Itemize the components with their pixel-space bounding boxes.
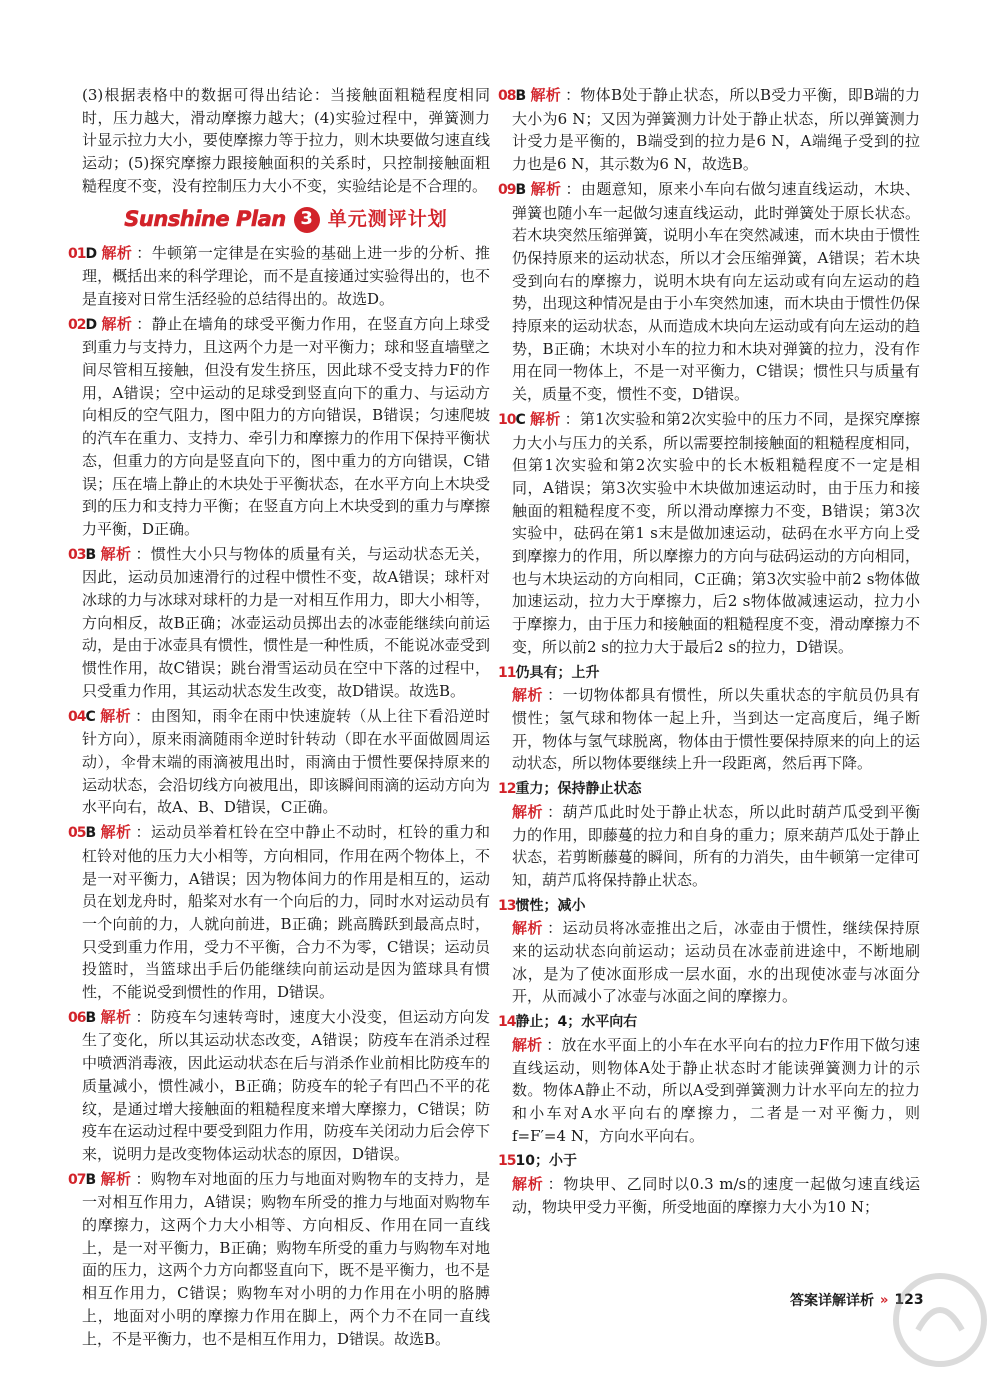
item-number: 15 <box>498 1153 516 1170</box>
answer-item <box>498 178 920 406</box>
item-number: 05 <box>68 825 86 842</box>
item-label: 解析 <box>512 802 544 821</box>
item-number: 13 <box>498 897 516 914</box>
item-number: 06 <box>68 1009 86 1026</box>
item-text: ：静止在墙角的球受平衡力作用，在竖直方向上球受到重力与支持力，且这两个力是一对平衡力；球和竖直墙壁之间尽管相互接触，但没有发生挤压，因此球不受支持力F的作用，A错误；空中运动的足球受到竖直向下的重力、与运动方向相反的空气阻力，图中阻力的方向错误，B错误；匀速爬坡的汽车在重力、支持力、牵引力和摩擦力的作用下保持平衡状态，但重力的方向是竖直向下的，图中重力的方向错误，C错误；压在墙上静止的木块处于平衡状态，在水平方向上木块受到的压力和支持力平衡；在竖直方向上木块受到的重力与摩擦力平衡，D正确。 <box>82 314 490 538</box>
item-number: 09 <box>498 181 516 198</box>
item-number: 04 <box>68 708 86 725</box>
item-number: 03 <box>68 546 86 563</box>
answer-item <box>68 1168 490 1351</box>
banner-plan: Sunshine Plan <box>124 207 286 232</box>
item-answer: 静止；4；水平向右 <box>515 1014 638 1031</box>
item-number: 14 <box>498 1014 516 1031</box>
answer-item <box>498 84 920 176</box>
item-label: 解析 <box>512 919 544 938</box>
item-text: ：防疫车匀速转弯时，速度大小没变，但运动方向发生了变化，所以其运动状态改变，A错误；防疫车在消杀过程中喷洒消毒液，因此运动状态在后与消杀作业前相比防疫车的质量减小，惯性减小，B正确；防疫车的轮子有凹凸不平的花纹，是通过增大接触面的粗糙程度来增大摩擦力，C错误；防疫车在运动过程中要受到阻力作用，防疫车关闭动力后会停下来，说明力是改变物体运动状态的原因，D错误。 <box>82 1007 490 1163</box>
answer-item <box>68 821 490 1004</box>
item-text: ：购物车对地面的压力与地面对购物车的支持力，是一对相互作用力，A错误；购物车所受的推力与地面对购物车的摩擦力，这两个力大小相等、方向相反、作用在同一直线上，是一对平衡力，B正确；购物车所受的重力与购物车对地面的压力，这两个力方向都竖直向下，既不是平衡力，也不是相互作用力，C错误；购物车对小明的力作用在小明的胳膊上，地面对小明的摩擦力作用在脚上，两个力不在同一直线上，不是平衡力，也不是相互作用力，D错误。故选B。 <box>82 1169 490 1348</box>
left-column <box>68 84 490 1352</box>
item-text: ：运动员将冰壶推出之后，冰壶由于惯性，继续保持原来的运动状态向前运动；运动员在冰壶前进途中，不断地刷冰，是为了使冰面形成一层水面，水的出现使冰壶与冰面分开，从而减小了冰壶与冰面之间的摩擦力。 <box>512 919 920 1006</box>
answer-item <box>498 777 920 892</box>
item-text: ：葫芦瓜此时处于静止状态，所以此时葫芦瓜受到平衡力的作用，即藤蔓的拉力和自身的重力；原来葫芦瓜处于静止状态，若剪断藤蔓的瞬间，所有的力消失，由牛顿第一定律可知，葫芦瓜将保持静止状态。 <box>512 802 920 889</box>
item-text: ：由图知，雨伞在雨中快速旋转（从上往下看沿逆时针方向），原来雨滴随雨伞逆时针转动（即在水平面做圆周运动），伞骨末端的雨滴被甩出时，雨滴由于惯性要保持原来的运动状态，会沿切线方向被甩出，即该瞬间雨滴的运动方向为水平向右，故A、B、D错误，C正确。 <box>82 706 490 817</box>
item-text: ：物体B处于静止状态，所以B受力平衡，即B端的力大小为6 N；又因为弹簧测力计处于静止状态，所以弹簧测力计受力是平衡的，B端受到的拉力是6 N，A端绳子受到的拉力也是6 N，其示数为6 N，故选B。 <box>512 86 920 174</box>
item-label: 解析 <box>100 823 132 842</box>
banner-number: 3 <box>294 207 320 233</box>
item-answer: B <box>85 825 97 842</box>
item-answer: B <box>85 1171 97 1188</box>
item-text: ：物块甲、乙同时以0.3 m/s的速度一起做匀速直线运动，物块甲受力平衡，所受地面的摩擦力大小为10 N； <box>512 1175 920 1216</box>
answer-item <box>68 1006 490 1166</box>
item-text: ：惯性大小只与物体的质量有关，与运动状态无关，因此，运动员加速滑行的过程中惯性不变，故A错误；球杆对冰球的力与冰球对球杆的力是一对相互作用力，即大小相等，方向相反，故B正确；冰壶运动员掷出去的冰壶能继续向前运动，是由于冰壶具有惯性，惯性是一种性质，不能说冰壶受到惯性作用，故C错误；跳台滑雪运动员在空中下落的过程中，只受重力作用，其运动状态发生改变，故D错误。故选B。 <box>82 544 490 700</box>
item-number: 08 <box>498 88 516 104</box>
item-label: 解析 <box>100 1169 132 1188</box>
item-answer: B <box>515 181 527 198</box>
item-answer: 惯性；减小 <box>515 897 586 914</box>
unit-banner <box>82 204 490 236</box>
item-number: 02 <box>68 316 86 333</box>
item-text: ：第1次实验和第2次实验中的压力不同，是探究摩擦力大小与压力的关系，所以需要控制接触面的粗糙程度相同，但第1次实验和第2次实验中的长木板粗糙程度不一定是相同，A错误；第3次实验中木块做加速运动时，由于压力和接触面的粗糙程度不变，所以滑动摩擦力不变，B错误；第3次实验中，砝码在第1 s末是做加速运动，砝码在水平方向上受到摩擦力的作用，所以摩擦力的方向与砝码运动的方向相同，也与木块运动的方向相同，C正确；第3次实验中前2 s物体做加速运动，拉力大于摩擦力，后2 s物体做减速运动，拉力小于摩擦力，由于压力和接触面的粗糙程度不变，滑动摩擦力不变，所以前2 s的拉力大于最后2 s的拉力，D错误。 <box>512 409 920 656</box>
item-label: 解析 <box>99 706 132 725</box>
item-text: ：一切物体都具有惯性，所以失重状态的宇航员仍具有惯性；氢气球和物体一起上升，当到达一定高度后，绳子断开，物体与氢气球脱离，物体由于惯性要保持原来的向上的运动状态，所以物体要继续上升一段距离，然后再下降。 <box>512 686 920 773</box>
item-answer: B <box>85 1009 97 1026</box>
item-label: 解析 <box>530 86 562 104</box>
item-text: ：运动员举着杠铃在空中静止不动时，杠铃的重力和杠铃对他的压力大小相等，方向相同，作用在两个物体上，不是一对平衡力，A错误；因为物体间力的作用是相互的，运动员在划龙舟时，船桨对水有一个向后的力，同时水对运动员有一个向前的力，人就向前进，B正确；跳高腾跃到最高点时，只受到重力作用，受力不平衡，合力不为零，C错误；运动员投篮时，当篮球出手后仍能继续向前运动是因为篮球具有惯性，不能说受到惯性的作用，D错误。 <box>82 823 490 1002</box>
answer-item <box>68 242 490 311</box>
footer-label: 答案详解详析 <box>790 1293 874 1309</box>
answer-item <box>498 1010 920 1147</box>
item-label: 解析 <box>101 243 133 262</box>
item-number: 07 <box>68 1171 86 1188</box>
item-answer: D <box>85 316 98 333</box>
item-label: 解析 <box>512 1035 543 1054</box>
answer-item <box>68 313 490 541</box>
item-number: 01 <box>68 245 86 262</box>
item-text: ：牛顿第一定律是在实验的基础上进一步的分析、推理，概括出来的科学理论，而不是直接通过实验得出的，也不是直接对日常生活经验的总结得出的。故选D。 <box>82 243 490 308</box>
item-answer: B <box>515 88 527 104</box>
answer-item <box>498 408 920 659</box>
answer-item <box>498 894 920 1009</box>
item-label: 解析 <box>512 686 544 705</box>
item-number: 11 <box>498 664 516 681</box>
item-label: 解析 <box>101 314 133 333</box>
item-answer: C <box>85 708 96 725</box>
watermark-icon <box>888 1270 992 1370</box>
answer-item <box>498 661 920 776</box>
banner-title: 单元测评计划 <box>327 208 448 231</box>
item-label: 解析 <box>529 409 561 428</box>
item-label: 解析 <box>100 1007 132 1026</box>
item-answer: 10；小于 <box>515 1153 577 1170</box>
item-number: 10 <box>498 411 516 428</box>
page-number: 123 <box>894 1292 924 1308</box>
answer-item <box>68 705 490 820</box>
item-number: 12 <box>498 781 516 798</box>
answer-item <box>498 1149 920 1218</box>
item-text: ：放在水平面上的小车在水平向右的拉力F作用下做匀速直线运动，则物体A处于静止状态时才能读弹簧测力计的示数。物体A静止不动，所以A受到弹簧测力计水平向左的拉力和小车对A水平向右的摩擦力，二者是一对平衡力，则 f=F′=4 N，方向水平向右。 <box>512 1035 920 1145</box>
double-chevron-icon: » <box>880 1292 889 1308</box>
item-answer: D <box>85 245 98 262</box>
item-text: ：由题意知，原来小车向右做匀速直线运动，木块、弹簧也随小车一起做匀速直线运动，此时弹簧处于原长状态。若木块突然压缩弹簧，说明小车在突然减速，而木块由于惯性仍保持原来的运动状态，所以才会压缩弹簧，A错误；若木块受到向右的摩擦力，说明木块有向左运动或有向左运动的趋势，出现这种情况是由于小车突然加速，而木块由于惯性仍保持原来的运动状态，从而造成木块向左运动或有向左运动的趋势，B正确；木块对小车的拉力和木块对弹簧的拉力，没有作用在同一物体上，不是一对平衡力，C错误；惯性只与质量有关，质量不变，惯性不变，D错误。 <box>512 179 920 404</box>
item-label: 解析 <box>512 1175 544 1194</box>
item-label: 解析 <box>100 544 132 563</box>
item-answer: 仍具有；上升 <box>515 664 600 681</box>
item-answer: C <box>515 411 526 428</box>
prev-answer-text: (3)根据表格中的数据可得出结论：当接触面粗糙程度相同时，压力越大，滑动摩擦力越大；(4)实验过程中，弹簧测力计显示拉力大小，要使摩擦力等于拉力，则木块要做匀速直线运动；(5)探究摩擦力跟接触面积的关系时，只控制接触面粗糙程度不变，没有控制压力大小不变，实验结论是不合理的。 <box>82 86 490 195</box>
item-label: 解析 <box>530 179 562 198</box>
item-answer: B <box>85 546 97 563</box>
right-column <box>498 84 920 1220</box>
item-answer: 重力；保持静止状态 <box>515 781 642 798</box>
answer-item <box>68 543 490 703</box>
